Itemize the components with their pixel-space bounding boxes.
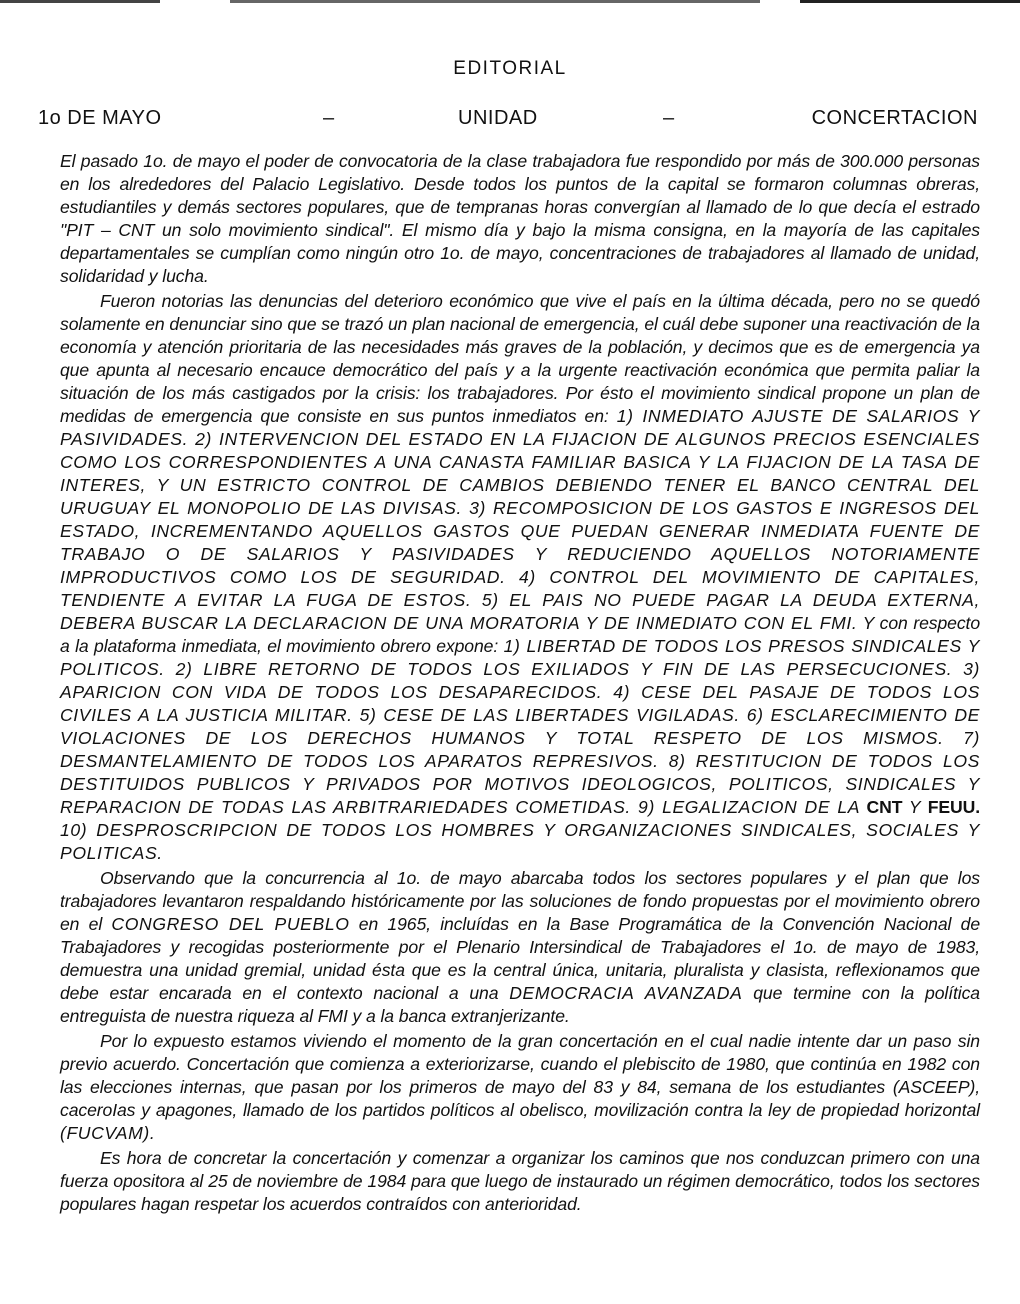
paragraph-3-text-a: Observando que la concurrencia al 1o. de mayo abarcaba todos los sectores populares y el plan que los trabajadores levantaron respaldando históricamente por las soluciones de fondo propuestas por el movimiento obrero en el	[60, 868, 980, 934]
paragraph-3-text-c: que termine con la política entreguista de nuestra riqueza al FMI y a la banca extranjerizante.	[60, 983, 980, 1026]
paragraph-5	[60, 1147, 980, 1216]
paragraph-2-mid: Y con respecto a la plataforma inmediata, el movimiento obrero expone:	[60, 613, 981, 656]
immediate-platform-list: 1) LIBERTAD DE TODOS LOS PRESOS SINDICALES Y POLITICOS. 2) LIBRE RETORNO DE TODOS LOS EXILIADOS Y FIN DE LAS PERSECUCIONES. 3) APARICION CON VIDA DE TODOS LOS DESAPARECIDOS. 4) CESE DEL PASAJE DE TODOS LOS CIVILES A LA JUSTICIA MILITAR. 5) CESE DE LAS LIBERTADES VIGILADAS. 6) ESCLARECIMIENTO DE VIOLACIONES DE LOS DERECHOS HUMANOS Y TOTAL RESPETO DE LOS MISMOS. 7) DESMANTELAMIENTO DE TODOS LOS APARATOS REPRESIVOS. 8) RESTITUCION DE TODOS LOS DESTITUIDOS PUBLICOS Y PRIVADOS POR MOTIVOS IDEOLOGICOS, POLITICOS, SINDICALES Y REPARACION DE TODAS LAS ARBITRARIEDADES COMETIDAS. 9) LEGALIZACION DE LA	[60, 636, 980, 817]
paragraph-3-text-b: en 1965, incluídas en la Base Programática de la Convención Nacional de Trabajadores y recogidas posteriormente por el Plenario Intersindical de Trabajadores el 1o. de mayo de 1983, demuestra una unidad gremial, unidad ésta que es la central única, unitaria, pluralista y clasista, reflexionamos que debe estar encarada en el contexto nacional a una	[60, 914, 981, 1003]
subheading-dash: –	[663, 107, 675, 129]
emergency-plan-list: 1) INMEDIATO AJUSTE DE SALARIOS Y PASIVIDADES. 2) INTERVENCION DEL ESTADO EN LA FIJACION DE ALGUNOS PRECIOS ESENCIALES COMO LOS CORRESPONDIENTES A UNA CANASTA FAMILIAR BASICA Y LA FIJACION DE LA TASA DE INTERES, Y UN ESTRICTO CONTROL DE CAMBIOS DEBIENDO TENER EL BANCO CENTRAL DEL URUGUAY EL MONOPOLIO DE LAS DIVISAS. 3) RECOMPOSICION DE LOS GASTOS E INGRESOS DEL ESTADO, INCREMENTANDO AQUELLOS GASTOS QUE PUEDAN GENERAR INMEDIATA FUENTE DE TRABAJO O DE SALARIOS Y PASIVIDADES Y REDUCIENDO AQUELLOS NOTORIAMENTE IMPRODUCTIVOS COMO LOS DE SEGURIDAD. 4) CONTROL DEL MOVIMIENTO DE CAPITALES, TENDIENTE A EVITAR LA FUGA DE ESTOS. 5) EL PAIS NO PUEDE PAGAR LA DEUDA EXTERNA, DEBERA BUSCAR LA DECLARACION DE UNA MORATORIA Y DE INMEDIATO CON EL FMI.	[60, 406, 981, 633]
editorial-body	[60, 150, 980, 1218]
immediate-platform-list-end: 10) DESPROSCRIPCION DE TODOS LOS HOMBRES Y ORGANIZACIONES SINDICALES, SOCIALES Y POLITICAS.	[60, 820, 980, 863]
subheading-may-day: 1o DE MAYO	[38, 107, 162, 129]
paragraph-2	[60, 290, 980, 865]
paragraph-5-text: Es hora de concretar la concertación y comenzar a organizar los caminos que nos conduzcan primero con una fuerza opositora al 25 de noviembre de 1984 para que luego de instaurado un régimen democrático, todos los sectores populares hagan respetar los acuerdos contraídos con anterioridad.	[60, 1148, 980, 1214]
cnt-acronym: CNT	[866, 797, 903, 817]
paragraph-3	[60, 867, 980, 1028]
subheading	[38, 107, 978, 133]
paragraph-4-text: Por lo expuesto estamos viviendo el momento de la gran concertación en el cual nadie intente dar un paso sin previo acuerdo. Concertación que comienza a exteriorizarse, cuando el plebiscito de 1980, que continúa en 1982 con las elecciones internas, que pasan por los primeros de mayo del 83 y 84, semana de los estudiantes (ASCEEP), caceroIas y apagones, llamado de los partidos políticos al obelisco, movilización contra la ley de propiedad horizontal	[60, 1031, 980, 1120]
democracia-avanzada: DEMOCRACIA AVANZADA	[509, 983, 743, 1003]
fucvam: (FUCVAM).	[60, 1123, 156, 1143]
paragraph-1	[60, 150, 980, 288]
feuu-acronym: FEUU.	[927, 797, 981, 817]
conjunction-y: Y	[908, 797, 922, 817]
top-rule	[0, 0, 1020, 3]
paragraph-4	[60, 1030, 980, 1145]
congreso-del-pueblo: CONGRESO DEL PUEBLO	[111, 914, 350, 934]
subheading-concertacion: CONCERTACION	[811, 107, 978, 129]
subheading-dash: –	[323, 107, 335, 129]
subheading-unidad: UNIDAD	[458, 107, 538, 129]
page-title: EDITORIAL	[453, 58, 567, 79]
paragraph-1-text: El pasado 1o. de mayo el poder de convocatoria de la clase trabajadora fue respondido por más de 300.000 personas en los alrededores del Palacio Legislativo. Desde todos los puntos de la capital se formaron columnas obreras, estudiantiles y demás sectores populares, que de tempranas horas convergían al llamado de lo que decía el estrado "PIT – CNT un solo movimiento sindical". El mismo día y bajo la misma consigna, en la mayoría de las capitales departamentales se cumplían como ningún otro 1o. de mayo, concentraciones de trabajadores al llamado de unidad, solidaridad y lucha.	[60, 151, 980, 286]
paragraph-2-intro: Fueron notorias las denuncias del deterioro económico que vive el país en la última década, pero no se quedó solamente en denunciar sino que se trazó un plan nacional de emergencia, el cuál debe suponer una reactivación de la economía y atención prioritaria de las necesidades más graves de la población, y decimos que es de emergencia ya que apunta al necesario encauce democrático del país y a la urgente reactivación económica que permita paliar la situación de los más castigados por la crisis: los trabajadores. Por ésto el movimiento sindical propone un plan de medidas de emergencia que consiste en sus puntos inmediatos en:	[60, 291, 980, 426]
